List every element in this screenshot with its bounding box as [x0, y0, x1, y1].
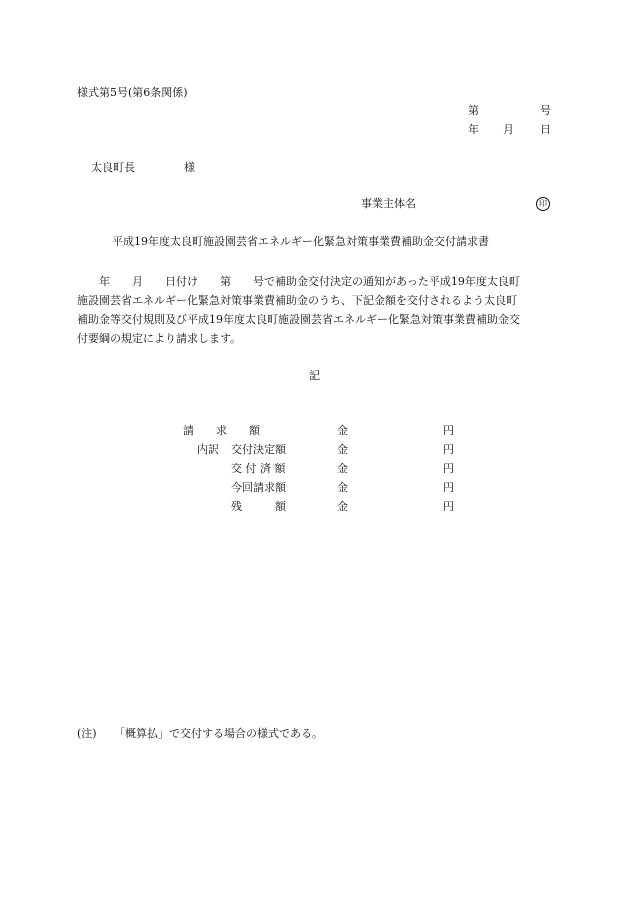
row-kin: 金 [337, 443, 348, 456]
date-month: 月 [503, 123, 514, 136]
note-label: (注) [77, 727, 97, 740]
date-year: 年 [468, 123, 479, 136]
ki-heading: 記 [309, 369, 320, 382]
row-label-zan: 残 額 [231, 500, 286, 513]
body-line-1: 年 月 日付け 第 号で補助金交付決定の通知があった平成19年度太良町 [77, 275, 520, 288]
row-yen: 円 [443, 462, 454, 475]
seal-mark: 印 [536, 197, 550, 211]
addressee-name: 太良町長 [91, 161, 135, 174]
row-yen: 円 [443, 424, 454, 437]
row-kin: 金 [337, 481, 348, 494]
row-kin: 金 [337, 500, 348, 513]
row-yen: 円 [443, 500, 454, 513]
uchiwake-label: 内訳 [197, 443, 219, 456]
body-line-2: 施設園芸省エネルギー化緊急対策事業費補助金のうち、下記金額を交付されるよう太良町 [77, 294, 517, 307]
number-dai: 第 [468, 104, 479, 117]
document-title: 平成19年度太良町施設園芸省エネルギー化緊急対策事業費補助金交付請求書 [112, 235, 489, 248]
row-label-konkai: 今回請求額 [231, 481, 286, 494]
row-kin: 金 [337, 424, 348, 437]
request-body [77, 272, 553, 348]
body-line-4: 付要綱の規定により請求します。 [77, 332, 242, 345]
number-go: 号 [540, 104, 551, 117]
date-day: 日 [540, 123, 551, 136]
row-label-seikyu: 請 求 額 [183, 424, 260, 437]
row-kin: 金 [337, 462, 348, 475]
body-line-3: 補助金等交付規則及び平成19年度太良町施設園芸省エネルギー化緊急対策事業費補助金交 [77, 313, 520, 326]
note-text: 「概算払」で交付する場合の様式である。 [114, 727, 323, 740]
row-label-kofu-kettei: 交付決定額 [231, 443, 286, 456]
row-yen: 円 [443, 443, 454, 456]
row-label-kofu-zumi: 交 付 済 額 [231, 462, 286, 475]
addressee-sama: 様 [184, 161, 195, 174]
row-yen: 円 [443, 481, 454, 494]
applicant-label: 事業主体名 [361, 197, 416, 210]
form-label: 様式第5号(第6条関係) [77, 86, 188, 99]
